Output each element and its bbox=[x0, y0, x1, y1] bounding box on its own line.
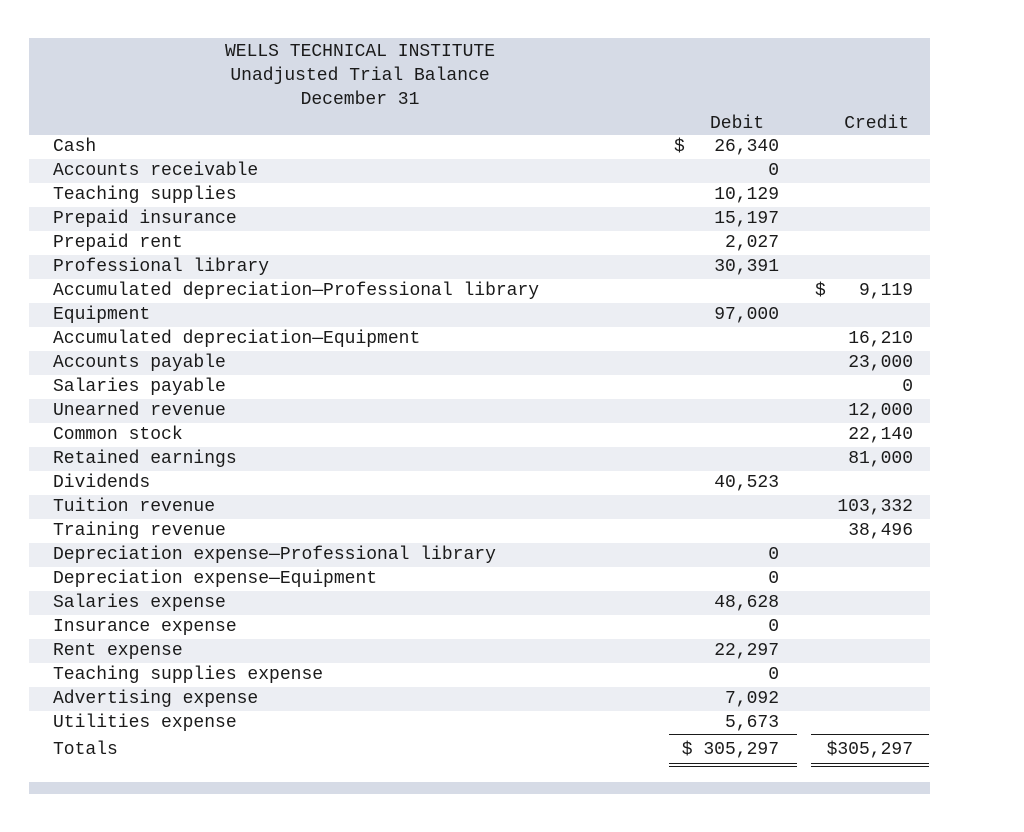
table-row bbox=[29, 159, 930, 183]
debit-amount: 48,628 bbox=[714, 593, 779, 613]
account-name: Dividends bbox=[53, 473, 151, 493]
credit-amount: 81,000 bbox=[848, 449, 913, 469]
credit-amount: 9,119 bbox=[858, 281, 913, 301]
table-row bbox=[29, 279, 930, 303]
debit-column-header: Debit bbox=[709, 114, 764, 134]
table-row bbox=[29, 183, 930, 207]
account-name: Accounts receivable bbox=[53, 161, 259, 181]
statement-date: December 31 bbox=[300, 90, 420, 110]
table-row bbox=[29, 543, 930, 567]
account-name: Rent expense bbox=[53, 641, 183, 661]
account-rows bbox=[29, 135, 930, 735]
totals-credit: $305,297 bbox=[826, 740, 913, 760]
credit-amount: 22,140 bbox=[848, 425, 913, 445]
table-row bbox=[29, 471, 930, 495]
table-row bbox=[29, 639, 930, 663]
debit-dollar-sign: $ bbox=[674, 137, 685, 157]
account-name: Professional library bbox=[53, 257, 270, 277]
credit-dollar-sign: $ bbox=[815, 281, 826, 301]
account-name: Unearned revenue bbox=[53, 401, 226, 421]
trial-balance bbox=[29, 38, 930, 765]
debit-amount: 0 bbox=[768, 665, 779, 685]
table-row bbox=[29, 255, 930, 279]
account-name: Training revenue bbox=[53, 521, 226, 541]
table-row bbox=[29, 447, 930, 471]
debit-amount: 15,197 bbox=[714, 209, 779, 229]
credit-column-header: Credit bbox=[844, 114, 909, 134]
account-name: Teaching supplies expense bbox=[53, 665, 324, 685]
footer-bar bbox=[29, 782, 930, 794]
table-row bbox=[29, 231, 930, 255]
debit-amount: 22,297 bbox=[714, 641, 779, 661]
statement-header bbox=[29, 38, 930, 135]
statement-title: Unadjusted Trial Balance bbox=[230, 66, 490, 86]
debit-amount: 40,523 bbox=[714, 473, 779, 493]
credit-amount: 38,496 bbox=[848, 521, 913, 541]
table-row bbox=[29, 495, 930, 519]
table-row bbox=[29, 135, 930, 159]
table-row bbox=[29, 519, 930, 543]
account-name: Utilities expense bbox=[53, 713, 237, 733]
account-name: Depreciation expense—Professional library bbox=[53, 545, 496, 565]
debit-double-rule bbox=[669, 763, 797, 767]
credit-amount: 12,000 bbox=[848, 401, 913, 421]
account-name: Prepaid insurance bbox=[53, 209, 237, 229]
account-name: Accumulated depreciation—Professional library bbox=[53, 281, 540, 301]
table-row bbox=[29, 687, 930, 711]
account-name: Salaries payable bbox=[53, 377, 226, 397]
table-row bbox=[29, 615, 930, 639]
credit-amount: 103,332 bbox=[837, 497, 913, 517]
totals-label: Totals bbox=[53, 740, 118, 760]
account-name: Salaries expense bbox=[53, 593, 226, 613]
account-name: Insurance expense bbox=[53, 617, 237, 637]
account-name: Prepaid rent bbox=[53, 233, 183, 253]
debit-amount: 5,673 bbox=[724, 713, 779, 733]
account-name: Tuition revenue bbox=[53, 497, 216, 517]
debit-amount: 0 bbox=[768, 161, 779, 181]
debit-amount: 7,092 bbox=[724, 689, 779, 709]
account-name: Cash bbox=[53, 137, 97, 157]
credit-amount: 0 bbox=[902, 377, 913, 397]
table-row bbox=[29, 303, 930, 327]
table-row bbox=[29, 591, 930, 615]
credit-double-rule bbox=[811, 763, 929, 767]
totals-row bbox=[29, 735, 930, 765]
table-row bbox=[29, 567, 930, 591]
account-name: Equipment bbox=[53, 305, 151, 325]
table-row bbox=[29, 423, 930, 447]
account-name: Common stock bbox=[53, 425, 183, 445]
credit-amount: 23,000 bbox=[848, 353, 913, 373]
debit-amount: 0 bbox=[768, 545, 779, 565]
table-row bbox=[29, 327, 930, 351]
debit-amount: 10,129 bbox=[714, 185, 779, 205]
table-row bbox=[29, 663, 930, 687]
table-row bbox=[29, 207, 930, 231]
account-name: Accounts payable bbox=[53, 353, 226, 373]
debit-amount: 2,027 bbox=[724, 233, 779, 253]
account-name: Depreciation expense—Equipment bbox=[53, 569, 378, 589]
debit-amount: 26,340 bbox=[714, 137, 779, 157]
totals-debit: $ 305,297 bbox=[681, 740, 779, 760]
account-name: Advertising expense bbox=[53, 689, 259, 709]
account-name: Accumulated depreciation—Equipment bbox=[53, 329, 421, 349]
debit-amount: 0 bbox=[768, 617, 779, 637]
account-name: Retained earnings bbox=[53, 449, 237, 469]
company-name: WELLS TECHNICAL INSTITUTE bbox=[224, 42, 496, 62]
table-row bbox=[29, 351, 930, 375]
debit-amount: 0 bbox=[768, 569, 779, 589]
credit-amount: 16,210 bbox=[848, 329, 913, 349]
table-row bbox=[29, 711, 930, 735]
account-name: Teaching supplies bbox=[53, 185, 237, 205]
debit-amount: 30,391 bbox=[714, 257, 779, 277]
table-row bbox=[29, 375, 930, 399]
debit-amount: 97,000 bbox=[714, 305, 779, 325]
table-row bbox=[29, 399, 930, 423]
